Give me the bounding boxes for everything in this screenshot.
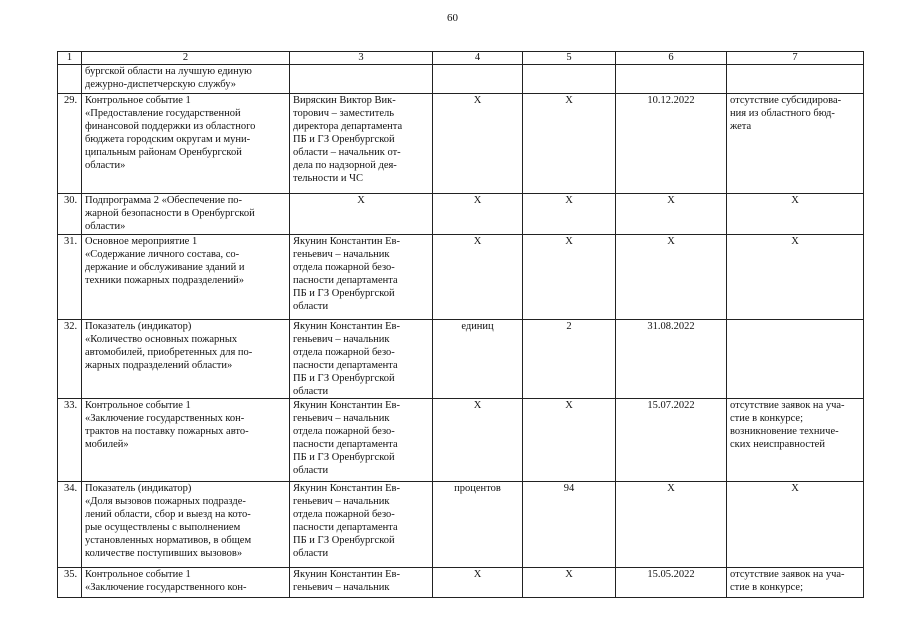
person-line: ПБ и ГЗ Оренбургской — [293, 134, 395, 145]
row-number-cell: 30. — [58, 194, 82, 235]
person-line: пасности департамента — [293, 522, 398, 533]
person-line: пасности департамента — [293, 439, 398, 450]
desc-line: Подпрограмма 2 «Обеспечение по- — [85, 195, 243, 206]
table-row — [58, 399, 864, 482]
person-line: Якунин Константин Ев- — [293, 236, 401, 247]
column-header: 7 — [727, 52, 864, 65]
desc-line: количестве поступивших вызовов» — [85, 548, 243, 559]
plan-table — [57, 51, 864, 598]
risk-cell — [727, 320, 864, 399]
desc-line: области» — [85, 221, 126, 232]
person-line: отдела пожарной безо- — [293, 347, 395, 358]
person-line: тельности и ЧС — [293, 173, 363, 184]
desc-line: техники пожарных подразделений» — [85, 275, 245, 286]
person-line: ПБ и ГЗ Оренбургской — [293, 288, 395, 299]
person-line: Якунин Константин Ев- — [293, 400, 401, 411]
desc-line: финансовой поддержки из областного — [85, 121, 256, 132]
person-line: Х — [357, 195, 365, 206]
person-line: пасности департамента — [293, 275, 398, 286]
description-cell — [82, 482, 290, 568]
column-header: 3 — [290, 52, 433, 65]
desc-line: бургской области на лучшую единую — [85, 66, 252, 77]
unit-cell: Х — [433, 568, 523, 598]
c7-line: возникновение техниче- — [730, 426, 839, 437]
person-line: Якунин Константин Ев- — [293, 569, 401, 580]
value-cell: 94 — [523, 482, 616, 568]
person-line: Якунин Константин Ев- — [293, 321, 401, 332]
desc-line: установленных нормативов, в общем — [85, 535, 252, 546]
description-cell — [82, 568, 290, 598]
desc-line: ципальным районам Оренбургской — [85, 147, 242, 158]
column-header: 6 — [616, 52, 727, 65]
risk-cell — [727, 482, 864, 568]
person-line: отдела пожарной безо- — [293, 509, 395, 520]
table-row — [58, 94, 864, 194]
person-line: геньевич – начальник — [293, 249, 390, 260]
person-line: отдела пожарной безо- — [293, 262, 395, 273]
value-cell: Х — [523, 399, 616, 482]
unit-cell: Х — [433, 194, 523, 235]
column-header: 2 — [82, 52, 290, 65]
desc-line: жарной безопасности в Оренбургской — [85, 208, 255, 219]
desc-line: Контрольное событие 1 — [85, 95, 191, 106]
date-cell: 31.08.2022 — [616, 320, 727, 399]
person-line: геньевич – начальник — [293, 334, 390, 345]
c7-line: отсутствие субсидирова- — [730, 95, 842, 106]
person-line: области — [293, 386, 329, 397]
person-line: директора департамента — [293, 121, 403, 132]
date-cell: 15.07.2022 — [616, 399, 727, 482]
desc-line: жарных подразделений области» — [85, 360, 233, 371]
value-cell: Х — [523, 194, 616, 235]
desc-line: «Заключение государственного кон- — [85, 582, 247, 593]
person-line: Якунин Константин Ев- — [293, 483, 401, 494]
person-line: области — [293, 301, 329, 312]
person-line: ПБ и ГЗ Оренбургской — [293, 373, 395, 384]
desc-line: Основное мероприятие 1 — [85, 236, 198, 247]
date-cell — [616, 65, 727, 94]
c7-line: стие в конкурсе; — [730, 413, 803, 424]
responsible-person-cell — [290, 65, 433, 94]
responsible-person-cell — [290, 399, 433, 482]
c7-line: Х — [791, 195, 799, 206]
desc-line: «Содержание личного состава, со- — [85, 249, 240, 260]
person-line: области — [293, 548, 329, 559]
desc-line: Показатель (индикатор) — [85, 483, 192, 494]
c7-line: отсутствие заявок на уча- — [730, 400, 845, 411]
responsible-person-cell — [290, 320, 433, 399]
responsible-person-cell — [290, 482, 433, 568]
risk-cell — [727, 194, 864, 235]
risk-cell — [727, 399, 864, 482]
unit-cell: единиц — [433, 320, 523, 399]
table-row — [58, 568, 864, 598]
unit-cell: Х — [433, 399, 523, 482]
description-cell — [82, 320, 290, 399]
desc-line: бюджета городским округам и муни- — [85, 134, 251, 145]
desc-line: держание и обслуживание зданий и — [85, 262, 245, 273]
column-header: 4 — [433, 52, 523, 65]
table-row — [58, 194, 864, 235]
value-cell: Х — [523, 94, 616, 194]
row-number-cell: 33. — [58, 399, 82, 482]
unit-cell: Х — [433, 235, 523, 320]
person-line: торович – заместитель — [293, 108, 395, 119]
desc-line: «Заключение государственных кон- — [85, 413, 245, 424]
description-cell — [82, 194, 290, 235]
desc-line: Контрольное событие 1 — [85, 569, 191, 580]
description-cell — [82, 94, 290, 194]
description-cell — [82, 399, 290, 482]
person-line: геньевич – начальник — [293, 413, 390, 424]
column-header: 1 — [58, 52, 82, 65]
person-line: ПБ и ГЗ Оренбургской — [293, 452, 395, 463]
person-line: Виряскин Виктор Вик- — [293, 95, 396, 106]
person-line: отдела пожарной безо- — [293, 426, 395, 437]
row-number-cell: 35. — [58, 568, 82, 598]
column-header: 5 — [523, 52, 616, 65]
desc-line: Контрольное событие 1 — [85, 400, 191, 411]
page-number: 60 — [447, 12, 458, 24]
desc-line: трактов на поставку пожарных авто- — [85, 426, 249, 437]
row-number-cell: 31. — [58, 235, 82, 320]
responsible-person-cell — [290, 568, 433, 598]
person-line: дела по надзорной дея- — [293, 160, 397, 171]
person-line: геньевич – начальник — [293, 582, 390, 593]
responsible-person-cell — [290, 235, 433, 320]
header-row — [58, 52, 864, 65]
desc-line: лений области, сбор и выезд на кото- — [85, 509, 251, 520]
description-cell — [82, 65, 290, 94]
date-cell: 10.12.2022 — [616, 94, 727, 194]
desc-line: «Предоставление государственной — [85, 108, 241, 119]
responsible-person-cell — [290, 194, 433, 235]
desc-line: мобилей» — [85, 439, 129, 450]
value-cell: Х — [523, 568, 616, 598]
table-row — [58, 235, 864, 320]
desc-line: «Доля вызовов пожарных подразде- — [85, 496, 246, 507]
c7-line: жета — [730, 121, 752, 132]
value-cell — [523, 65, 616, 94]
desc-line: рые осуществлены с выполнением — [85, 522, 241, 533]
row-number-cell: 29. — [58, 94, 82, 194]
date-cell: Х — [616, 235, 727, 320]
c7-line: отсутствие заявок на уча- — [730, 569, 845, 580]
c7-line: ния из областного бюд- — [730, 108, 835, 119]
description-cell — [82, 235, 290, 320]
risk-cell — [727, 94, 864, 194]
value-cell: 2 — [523, 320, 616, 399]
c7-line: стие в конкурсе; — [730, 582, 803, 593]
person-line: пасности департамента — [293, 360, 398, 371]
desc-line: Показатель (индикатор) — [85, 321, 192, 332]
person-line: ПБ и ГЗ Оренбургской — [293, 535, 395, 546]
desc-line: «Количество основных пожарных — [85, 334, 238, 345]
table-row — [58, 482, 864, 568]
table-row — [58, 320, 864, 399]
unit-cell: процентов — [433, 482, 523, 568]
desc-line: автомобилей, приобретенных для по- — [85, 347, 253, 358]
c7-line: Х — [791, 236, 799, 247]
unit-cell: Х — [433, 94, 523, 194]
person-line: области – начальник от- — [293, 147, 401, 158]
date-cell: Х — [616, 194, 727, 235]
row-number-cell: 34. — [58, 482, 82, 568]
risk-cell — [727, 235, 864, 320]
person-line: области — [293, 465, 329, 476]
unit-cell — [433, 65, 523, 94]
desc-line: области» — [85, 160, 126, 171]
person-line: геньевич – начальник — [293, 496, 390, 507]
risk-cell — [727, 65, 864, 94]
c7-line: ских неисправностей — [730, 439, 825, 450]
desc-line: дежурно-диспетчерскую службу» — [85, 79, 236, 90]
row-number-cell — [58, 65, 82, 94]
date-cell: Х — [616, 482, 727, 568]
date-cell: 15.05.2022 — [616, 568, 727, 598]
row-number-cell: 32. — [58, 320, 82, 399]
table-row — [58, 65, 864, 94]
risk-cell — [727, 568, 864, 598]
responsible-person-cell — [290, 94, 433, 194]
c7-line: Х — [791, 483, 799, 494]
value-cell: Х — [523, 235, 616, 320]
